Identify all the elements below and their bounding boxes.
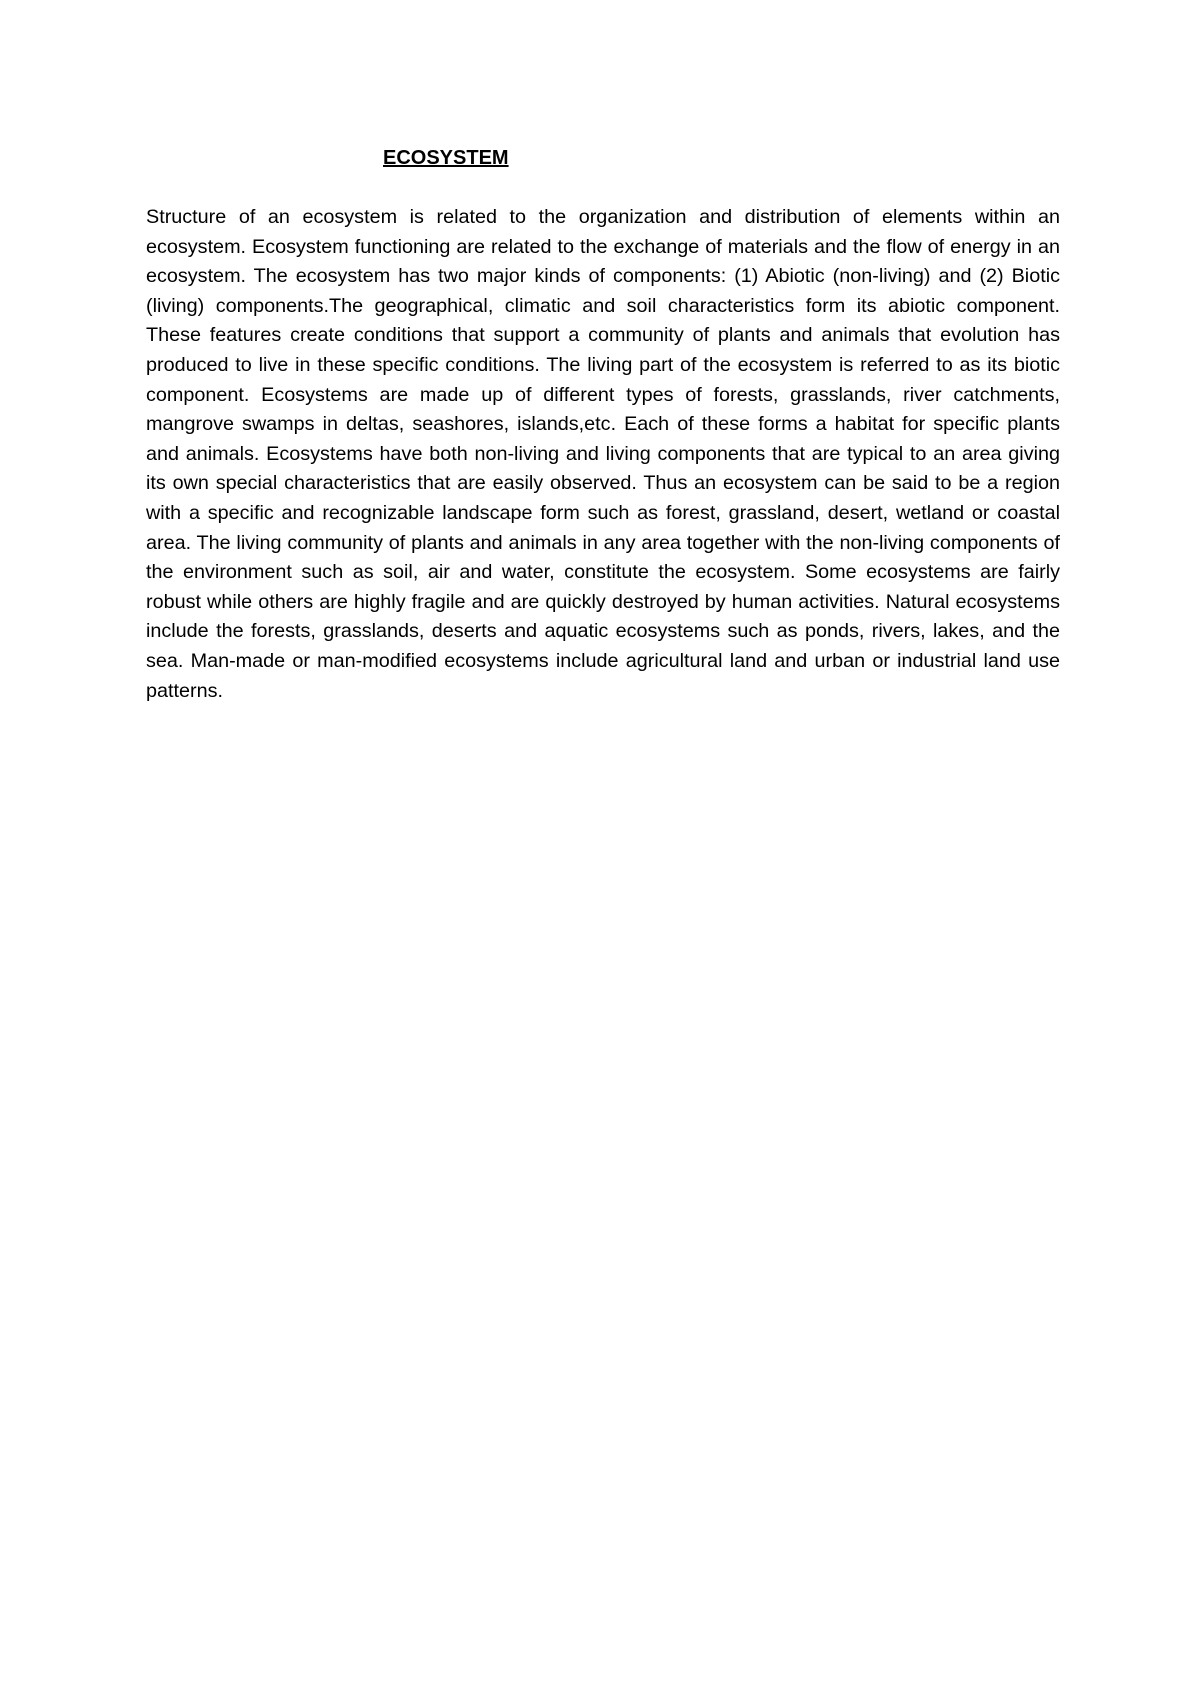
document-title: ECOSYSTEM: [383, 147, 509, 169]
body-paragraph: Structure of an ecosystem is related to the organization and distribution of elements within an ecosystem. Ecosystem functioning are related to the exchange of materials and the flow of energy in an ecosystem. The ecosystem has two major kinds of components: (1) Abiotic (non-living) and (2) Biotic (living) components.The geographical, climatic and soil characteristics form its abiotic component. These features create conditions that support a community of plants and animals that evolution has produced to live in these specific conditions. The living part of the ecosystem is referred to as its biotic component. Ecosystems are made up of different types of forests, grasslands, river catchments, mangrove swamps in deltas, seashores, islands,etc. Each of these forms a habitat for specific plants and animals. Ecosystems have both non-living and living components that are typical to an area giving its own special characteristics that are easily observed. Thus an ecosystem can be said to be a region with a specific and recognizable landscape form such as forest, grassland, desert, wetland or coastal area. The living community of plants and animals in any area together with the non-living components of the environment such as soil, air and water, constitute the ecosystem. Some ecosystems are fairly robust while others are highly fragile and are quickly destroyed by human activities. Natural ecosystems include the forests, grasslands, deserts and aquatic ecosystems such as ponds, rivers, lakes, and the sea. Man-made or man-modified ecosystems include agricultural land and urban or industrial land use patterns.: [146, 206, 1060, 702]
